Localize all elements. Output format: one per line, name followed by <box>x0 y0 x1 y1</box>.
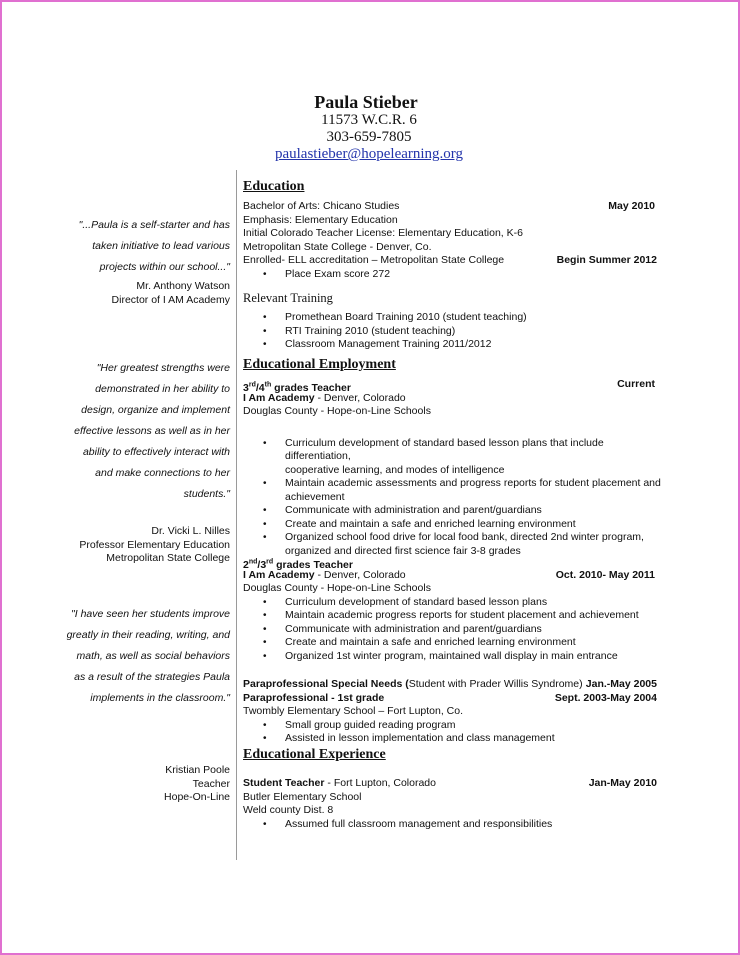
emphasis: Emphasis: Elementary Education <box>243 213 398 226</box>
list-item: • Classroom Management Training 2011/2012 <box>243 338 663 352</box>
email-link[interactable]: paulastieber@hopelearning.org <box>274 146 464 162</box>
quote-line: math, as well as social behaviors <box>76 650 230 662</box>
quote-line: "I have seen her students improve <box>71 608 230 620</box>
exp-date: Jan-May 2010 <box>588 777 657 789</box>
quote-line: "...Paula is a self-starter and has <box>78 219 230 231</box>
quote-author-title: Director of I AM Academy <box>111 293 230 306</box>
section-title-education: Education <box>243 179 305 194</box>
para-title-2: Paraprofessional - 1st grade <box>243 691 385 704</box>
degree: Bachelor of Arts: Chicano Studies <box>243 200 400 212</box>
quote-line: and make connections to her <box>95 467 230 479</box>
quote-line: greatly in their reading, writing, and <box>66 629 230 641</box>
list-item: • Organized school food drive for local food bank, directed 2nd winter program, organized and directed first science fair 3-8 grades <box>243 531 663 558</box>
school: Metropolitan State College - Denver, Co. <box>243 240 432 253</box>
paraprofessional <box>243 678 663 746</box>
job-location: - Denver, Colorado <box>314 391 406 404</box>
job-location: - Denver, Colorado <box>314 568 406 581</box>
quote-line: implements in the classroom." <box>90 692 230 704</box>
para-date-1: Jan.-May 2005 <box>585 678 657 690</box>
testimonial-2 <box>30 358 230 505</box>
testimonial-3 <box>30 604 230 709</box>
exp-location: - Fort Lupton, Colorado <box>324 777 436 789</box>
experience-details <box>243 777 663 831</box>
list-item: • Communicate with administration and parent/guardians <box>243 504 663 518</box>
list-item: • Maintain academic assessments and progress reports for student placement and achievement <box>243 477 663 504</box>
phone: 303-659-7805 <box>326 129 412 145</box>
degree-date: May 2010 <box>608 200 655 212</box>
list-item: • Promethean Board Training 2010 (student teaching) <box>243 311 663 325</box>
job-title: 2nd/3rd grades Teacher <box>243 558 353 571</box>
education-details <box>243 200 663 281</box>
list-item: • Create and maintain a safe and enriched learning environment <box>243 518 663 532</box>
quote-line: students." <box>183 488 230 500</box>
ell-accreditation: Enrolled- ELL accreditation – Metropolitan State College <box>243 254 505 266</box>
candidate-name: Paula Stieber <box>314 92 418 112</box>
quote-line: demonstrated in her ability to <box>95 383 230 395</box>
quote-line: taken initiative to lead various <box>92 240 230 252</box>
para-school: Twombly Elementary School – Fort Lupton, Co. <box>243 705 464 717</box>
quote-author-org: Metropolitan State College <box>106 552 230 564</box>
exp-role: Student Teacher <box>243 777 325 789</box>
list-item: • Organized 1st winter program, maintained wall display in main entrance <box>243 650 663 664</box>
list-item: • Small group guided reading program <box>243 719 663 733</box>
list-item: • Curriculum development of standard based lesson plans <box>243 596 663 610</box>
list-item: • Assisted in lesson implementation and class management <box>243 732 663 746</box>
relevant-training-title: Relevant Training <box>243 291 333 305</box>
job-org: I Am Academy <box>243 568 315 581</box>
list-item: • Maintain academic progress reports for student placement and achievement <box>243 609 663 623</box>
list-item: • Assumed full classroom management and responsibilities <box>243 818 663 832</box>
training-list <box>243 311 663 352</box>
exp-school: Butler Elementary School <box>243 790 362 803</box>
para-date-2: Sept. 2003-May 2004 <box>554 691 657 704</box>
list-item: • Curriculum development of standard based lesson plans that include differentiation, cooperative learning, and modes of intelligence <box>243 437 663 478</box>
para-note: Student with Prader Willis Syndrome) <box>408 678 583 690</box>
quote-line: "Her greatest strengths were <box>96 362 230 374</box>
job-district: Douglas County - Hope-on-Line Schools <box>243 405 431 417</box>
job-org: I Am Academy <box>243 391 315 404</box>
quote-author-title: Teacher <box>192 777 230 790</box>
list-item: • Communicate with administration and parent/guardians <box>243 623 663 637</box>
quote-author-org: Hope-On-Line <box>164 791 230 803</box>
job-date: Oct. 2010- May 2011 <box>555 568 655 581</box>
license: Initial Colorado Teacher License: Elementary Education, K-6 <box>243 227 523 239</box>
quote-line: as a result of the strategies Paula <box>74 671 230 683</box>
exp-district: Weld county Dist. 8 <box>243 804 334 816</box>
job-2 <box>243 555 663 663</box>
testimonial-3-author <box>30 764 230 805</box>
testimonial-1 <box>30 215 230 307</box>
quote-author-title: Professor Elementary Education <box>79 538 230 551</box>
address: 11573 W.C.R. 6 <box>321 112 417 128</box>
quote-line: design, organize and implement <box>81 404 230 416</box>
list-item: • Place Exam score 272 <box>243 268 663 282</box>
quote-author: Mr. Anthony Watson <box>136 280 230 292</box>
quote-line: ability to effectively interact with <box>82 446 230 458</box>
quote-line: projects within our school..." <box>99 261 230 273</box>
quote-author: Kristian Poole <box>165 764 230 776</box>
job-date: Current <box>617 378 655 390</box>
list-item: • RTI Training 2010 (student teaching) <box>243 325 663 339</box>
quote-line: effective lessons as well as in her <box>74 425 230 437</box>
resume-header <box>0 92 736 163</box>
ell-date: Begin Summer 2012 <box>556 254 657 266</box>
testimonial-2-author <box>30 525 230 566</box>
section-title-experience: Educational Experience <box>243 747 386 762</box>
job-1 <box>243 378 663 558</box>
section-title-employment: Educational Employment <box>243 357 396 372</box>
quote-author: Dr. Vicki L. Nilles <box>151 525 230 537</box>
job-title: 3rd/4th grades Teacher <box>243 381 351 394</box>
job-district: Douglas County - Hope-on-Line Schools <box>243 582 431 594</box>
para-title-1: Paraprofessional Special Needs ( <box>243 678 409 690</box>
list-item: • Create and maintain a safe and enriched learning environment <box>243 636 663 650</box>
column-divider <box>236 170 237 860</box>
